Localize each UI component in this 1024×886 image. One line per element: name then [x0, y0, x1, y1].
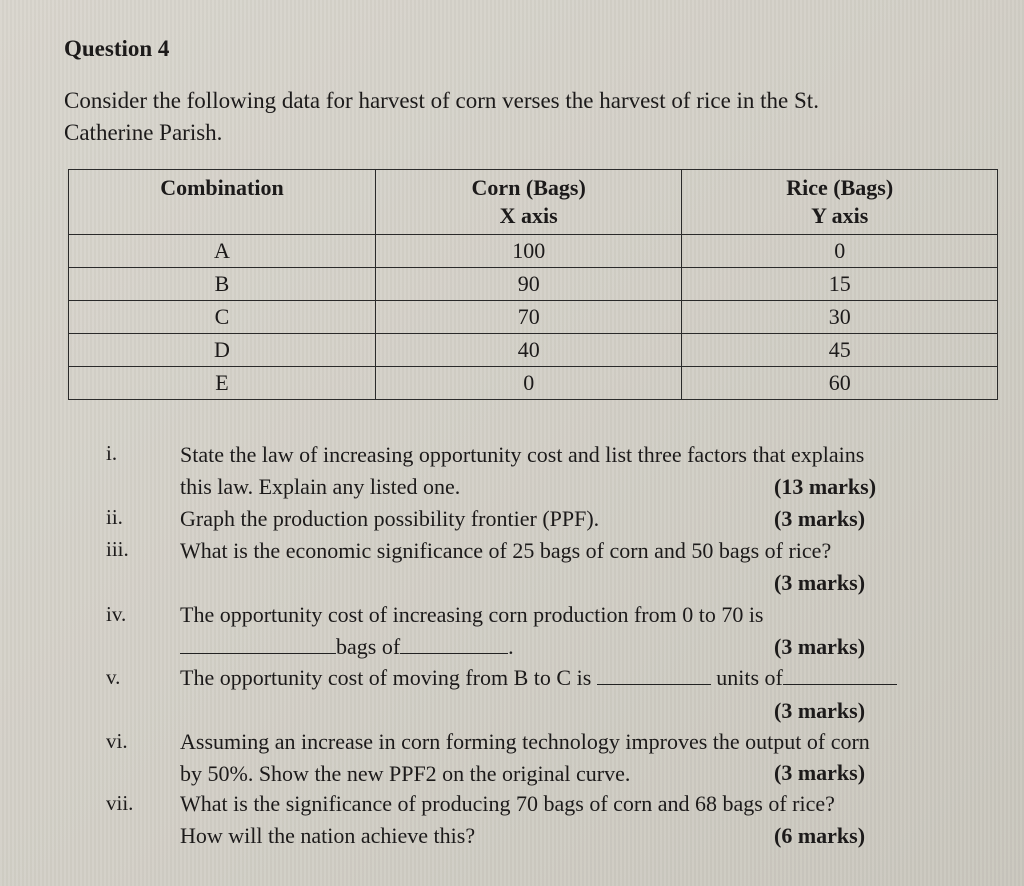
table-row [69, 235, 998, 268]
cell-combination: C [69, 301, 376, 334]
marks-label: (3 marks) [774, 760, 866, 785]
cell-corn: 40 [375, 334, 682, 367]
table-row [69, 367, 998, 400]
question-text: Graph the production possibility frontier (PPF). [180, 506, 600, 531]
question-text: this law. Explain any listed one. [180, 474, 461, 499]
cell-rice: 15 [682, 268, 998, 301]
question-title: Question 4 [64, 36, 170, 61]
header-combination-label: Combination [160, 175, 284, 200]
question-number: ii. [106, 505, 123, 529]
question-text: by 50%. Show the new PPF2 on the original curve. [180, 761, 631, 786]
answer-blank[interactable] [783, 662, 897, 685]
cell-combination: B [69, 268, 376, 301]
marks-label: (13 marks) [774, 474, 877, 499]
question-text: Assuming an increase in corn forming technology improves the output of corn [180, 729, 870, 754]
question-number: iv. [106, 602, 127, 626]
cell-combination: E [69, 367, 376, 400]
cell-combination: D [69, 334, 376, 367]
question-text: What is the economic significance of 25 bags of corn and 50 bags of rice? [180, 538, 832, 563]
cell-corn: 0 [375, 367, 682, 400]
question-number: vii. [106, 791, 134, 815]
cell-rice: 30 [682, 301, 998, 334]
question-text: The opportunity cost of moving from B to C is [180, 665, 592, 690]
header-corn-line1: Corn (Bags) [471, 175, 586, 200]
header-combination [69, 170, 376, 235]
question-intro [64, 85, 944, 149]
question-number: iii. [106, 537, 129, 561]
marks-label: (3 marks) [774, 698, 866, 723]
intro-line-1: Consider the following data for harvest of corn verses the harvest of rice in the St. [64, 88, 819, 113]
question-text: How will the nation achieve this? [180, 823, 476, 848]
cell-rice: 45 [682, 334, 998, 367]
cell-corn: 100 [375, 235, 682, 268]
question-text-blanks [180, 662, 897, 694]
table-row [69, 334, 998, 367]
intro-line-2: Catherine Parish. [64, 120, 223, 145]
header-rice [682, 170, 998, 235]
answer-blank[interactable] [597, 662, 711, 685]
harvest-data-table [68, 169, 998, 400]
marks-label: (3 marks) [774, 570, 866, 595]
question-number: v. [106, 665, 121, 689]
table-row [69, 268, 998, 301]
period: . [508, 634, 514, 659]
answer-blank[interactable] [400, 631, 508, 654]
header-corn [375, 170, 682, 235]
header-corn-line2: X axis [499, 203, 558, 228]
bags-of-label: bags of [336, 634, 401, 659]
answer-blank[interactable] [180, 631, 336, 654]
header-rice-line2: Y axis [811, 203, 869, 228]
question-text: State the law of increasing opportunity cost and list three factors that explains [180, 442, 865, 467]
question-text: What is the significance of producing 70 bags of corn and 68 bags of rice? [180, 791, 835, 816]
marks-label: (3 marks) [774, 506, 866, 531]
marks-label: (3 marks) [774, 634, 866, 659]
question-text-blanks [180, 631, 514, 663]
cell-corn: 90 [375, 268, 682, 301]
units-of-label: units of [716, 665, 783, 690]
question-number: vi. [106, 729, 128, 753]
cell-rice: 60 [682, 367, 998, 400]
cell-rice: 0 [682, 235, 998, 268]
header-rice-line1: Rice (Bags) [786, 175, 894, 200]
question-number: i. [106, 441, 118, 465]
table-row [69, 301, 998, 334]
cell-combination: A [69, 235, 376, 268]
question-text: The opportunity cost of increasing corn production from 0 to 70 is [180, 602, 764, 627]
marks-label: (6 marks) [774, 823, 866, 848]
cell-corn: 70 [375, 301, 682, 334]
table-header-row [69, 170, 998, 235]
